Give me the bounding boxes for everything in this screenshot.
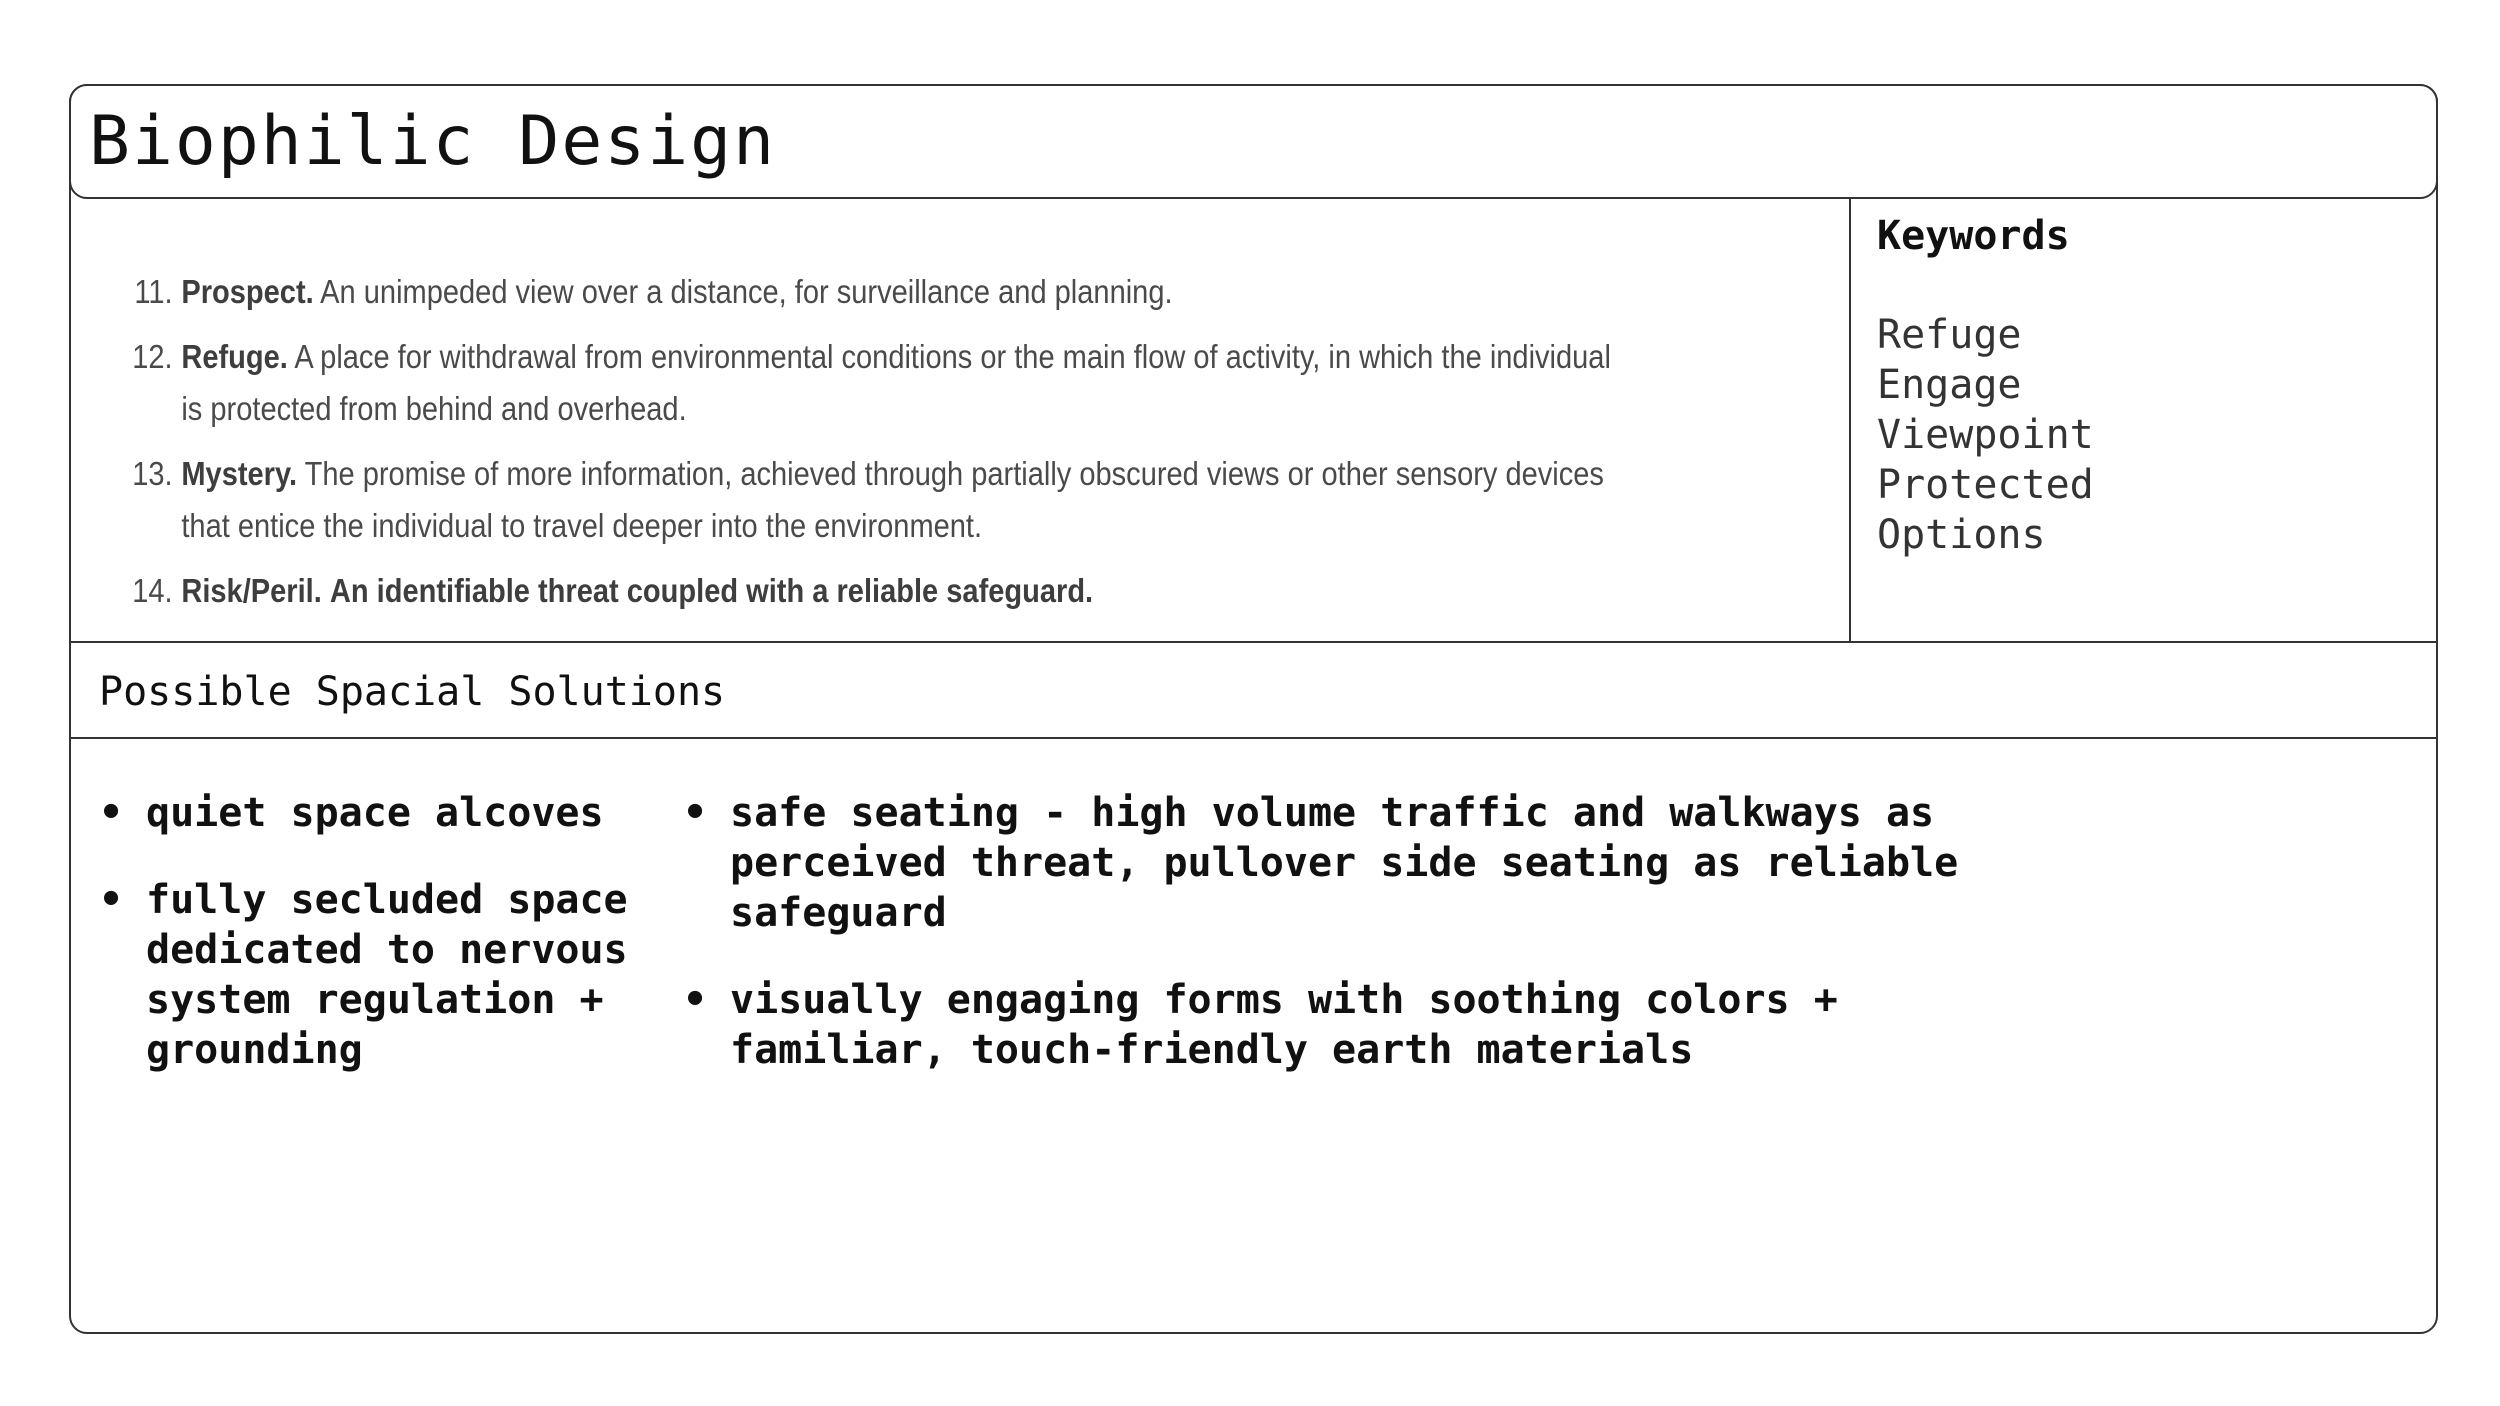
title-box bbox=[69, 84, 2438, 199]
bullet-icon: • bbox=[99, 790, 124, 836]
pattern-description: The promise of more information, achieved through partially obscured views or other sensory devices that entice the individual to travel deeper into the environment. bbox=[181, 455, 1604, 544]
solution-text: fully secluded space dedicated to nervous system regulation + grounding bbox=[146, 877, 628, 1073]
pattern-list bbox=[118, 266, 1614, 630]
pattern-term: Prospect. bbox=[181, 273, 314, 310]
keyword-item: Options bbox=[1877, 512, 2046, 558]
page-title: Biophilic Design bbox=[89, 102, 777, 181]
pattern-term: Refuge. bbox=[181, 338, 288, 375]
solutions-heading: Possible Spacial Solutions bbox=[99, 669, 726, 715]
keyword-item: Engage bbox=[1877, 362, 2022, 408]
solution-text: visually engaging forms with soothing colors + familiar, touch-friendly earth materials bbox=[730, 977, 1838, 1073]
keyword-item: Viewpoint bbox=[1877, 412, 2094, 458]
keywords-heading: Keywords bbox=[1877, 213, 2070, 259]
bullet-icon: • bbox=[99, 877, 124, 923]
pattern-item-risk-peril bbox=[118, 565, 1614, 617]
pattern-number: 14. bbox=[132, 572, 173, 609]
solution-text: safe seating - high volume traffic and walkways as perceived threat, pullover side seating as reliable safeguard bbox=[730, 790, 1959, 936]
keyword-item: Refuge bbox=[1877, 312, 2022, 358]
solution-item bbox=[99, 788, 659, 838]
pattern-number: 11. bbox=[134, 273, 173, 310]
pattern-term: Mystery. bbox=[181, 455, 298, 492]
pattern-term: Risk/Peril. bbox=[181, 572, 322, 609]
solution-item bbox=[683, 975, 1983, 1075]
pattern-description: An unimpeded view over a distance, for surveillance and planning. bbox=[320, 273, 1173, 310]
solution-item bbox=[99, 875, 659, 1075]
section-divider bbox=[69, 641, 2438, 643]
heading-divider bbox=[69, 737, 2438, 739]
bullet-icon: • bbox=[683, 977, 708, 1023]
pattern-number: 12. bbox=[132, 338, 173, 375]
pattern-description: A place for withdrawal from environmental conditions or the main flow of activity, in which the individual is protected from behind and overhead. bbox=[181, 338, 1611, 427]
pattern-item-mystery bbox=[118, 448, 1614, 552]
solutions-list-right bbox=[683, 788, 1983, 1112]
solutions-list-left bbox=[99, 788, 659, 1112]
keyword-item: Protected bbox=[1877, 462, 2094, 508]
keywords-list bbox=[1877, 310, 2094, 560]
solution-item bbox=[683, 788, 1983, 938]
column-divider bbox=[1849, 199, 1851, 642]
pattern-number: 13. bbox=[132, 455, 173, 492]
solution-text: quiet space alcoves bbox=[146, 790, 604, 836]
pattern-description: An identifiable threat coupled with a reliable safeguard. bbox=[329, 572, 1094, 609]
bullet-icon: • bbox=[683, 790, 708, 836]
pattern-item-prospect bbox=[118, 266, 1614, 318]
pattern-item-refuge bbox=[118, 331, 1614, 435]
